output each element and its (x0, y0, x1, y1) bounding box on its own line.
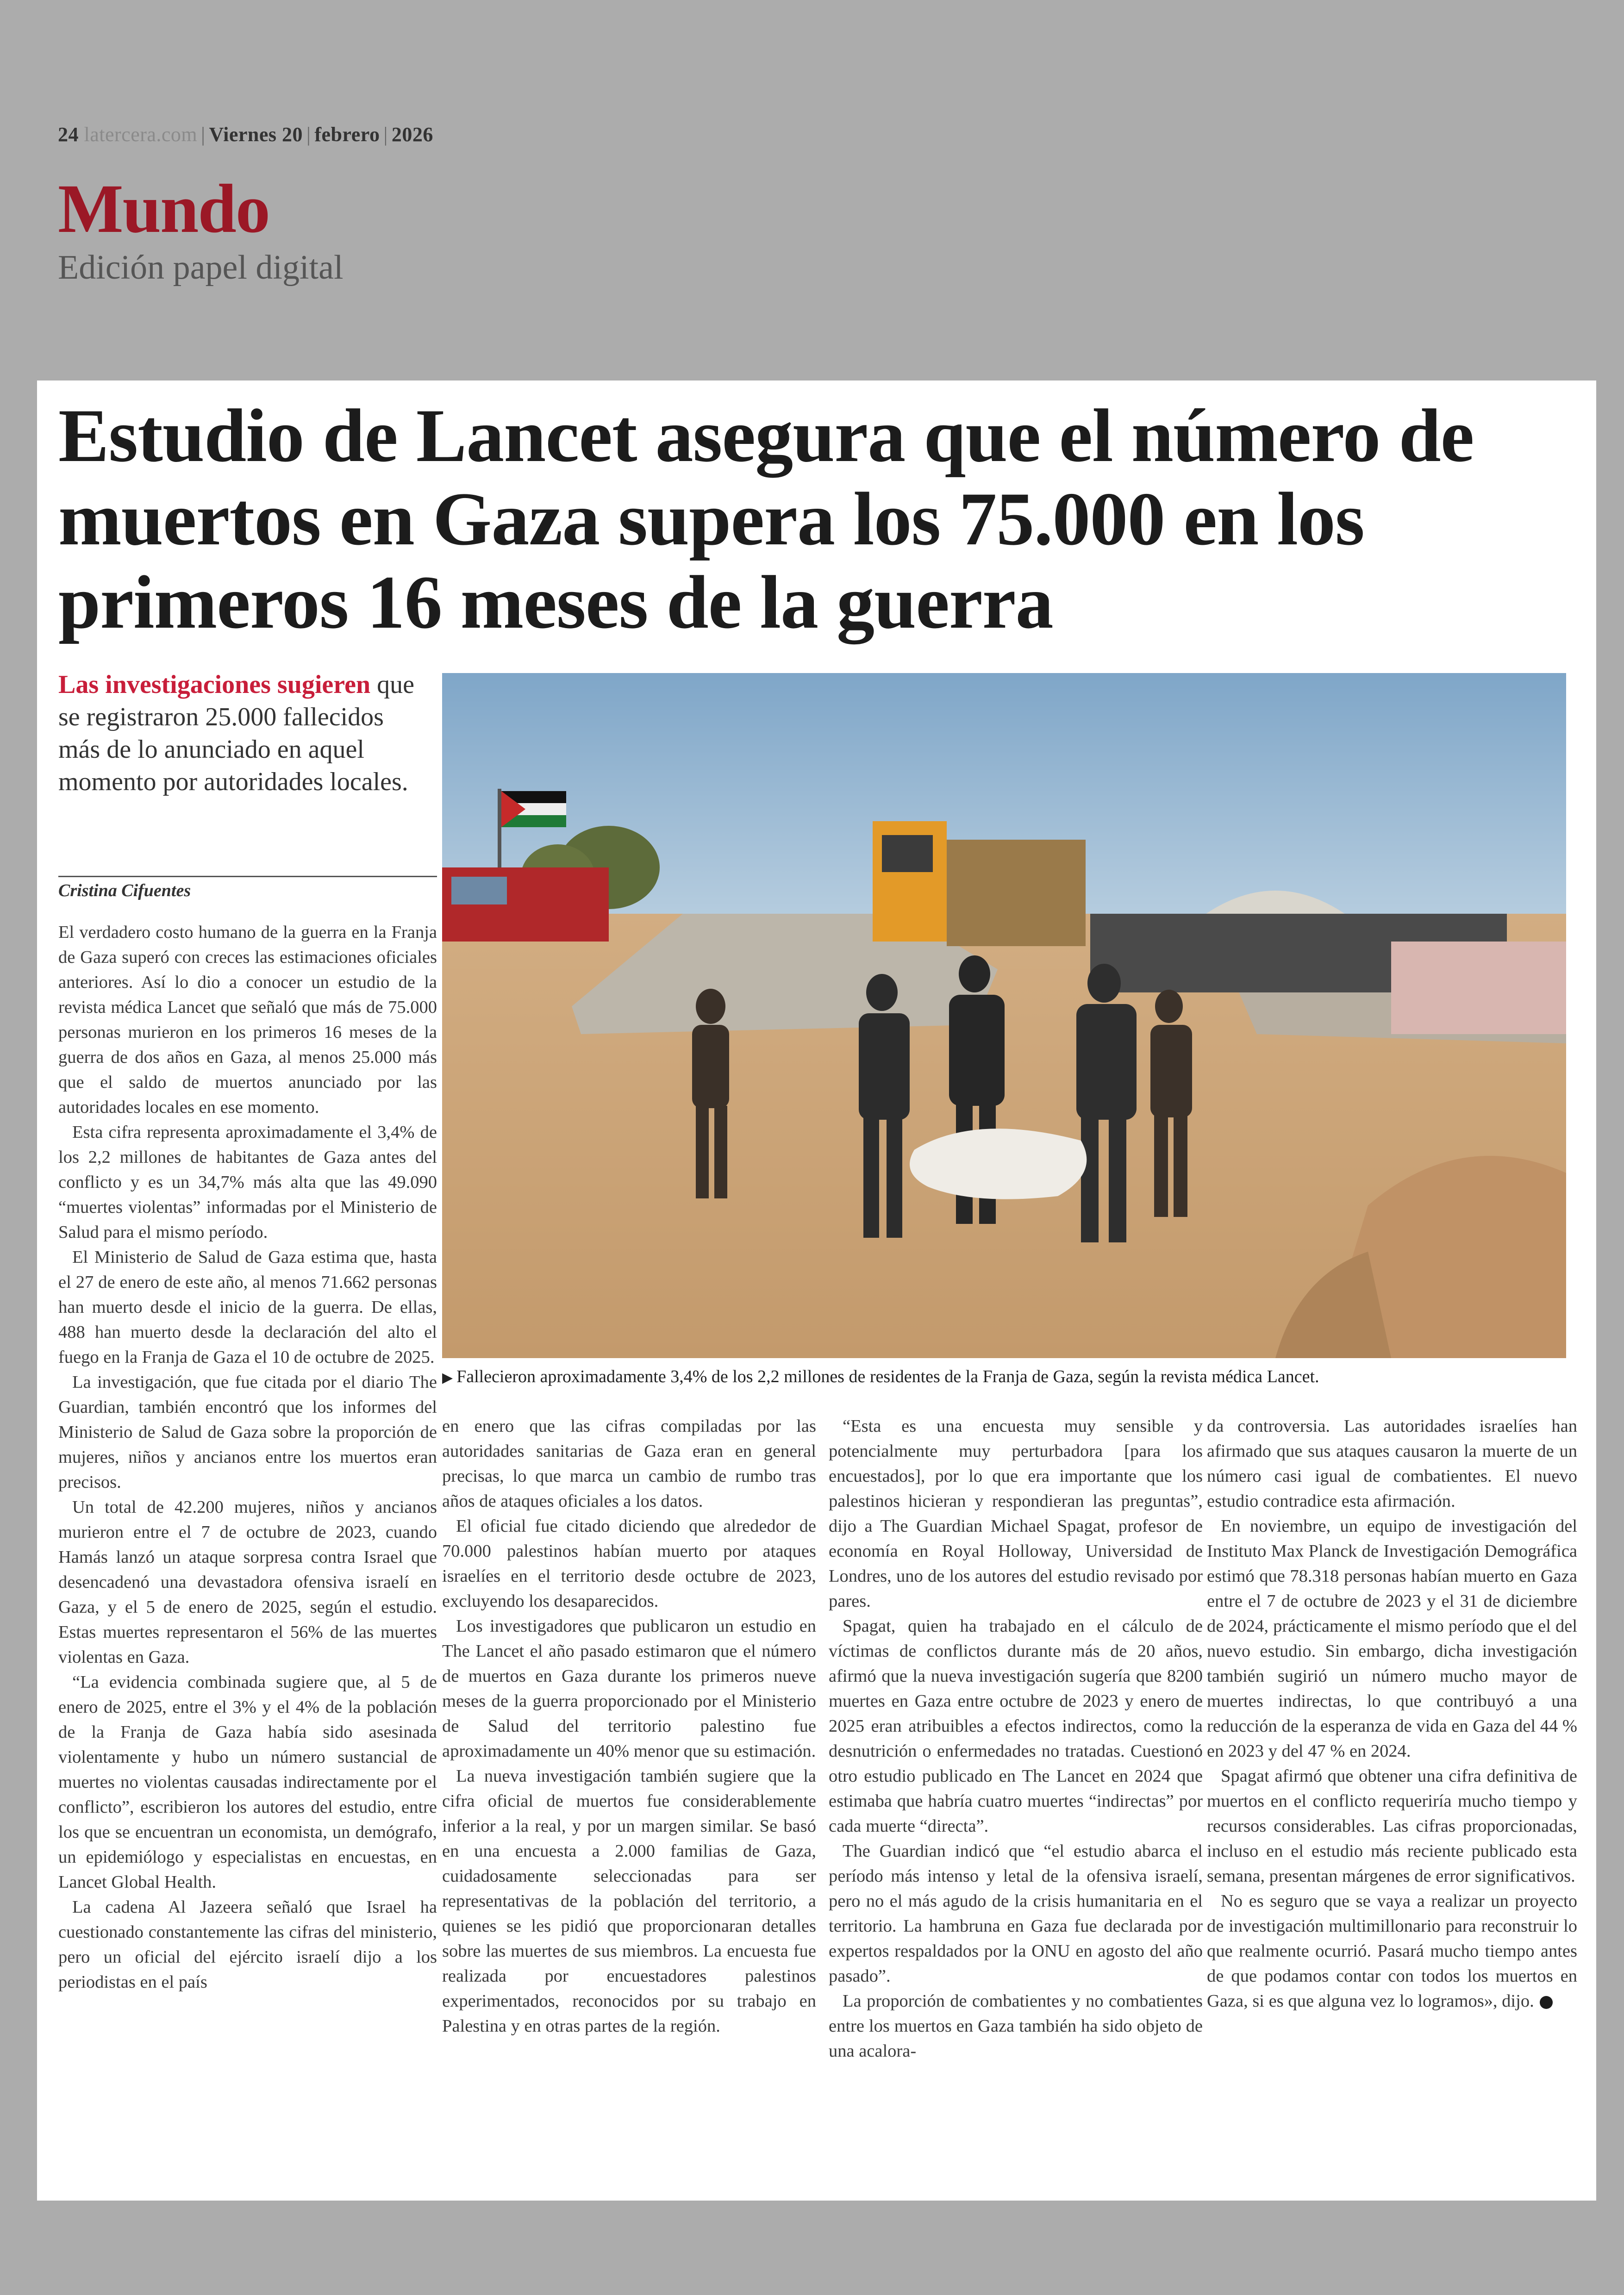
photo-scene-illustration (442, 673, 1566, 1358)
text-column-4 (1207, 1414, 1577, 2014)
byline: Cristina Cifuentes (58, 881, 191, 900)
closing-paragraph-text: No es seguro que se vaya a realizar un proyecto de investigación multimillonario para reconstruir lo que realmente ocurrió. Pasará mucho tiempo antes de que podamos contar con todos los muertos en Gaza, si es que alguna vez lo logramos», dijo. (1207, 1891, 1577, 2011)
news-photo (442, 673, 1566, 1358)
text-column-3 (829, 1414, 1203, 2064)
date-year: 2026 (391, 123, 433, 146)
paragraph (1207, 1889, 1577, 2014)
masthead (58, 123, 799, 287)
text-column-1 (58, 920, 437, 1995)
paragraph: “Esta es una encuesta muy sensible y potencialmente muy perturbadora [para los encuestados], por lo que era importante que los palestinos hicieran y respondieran las preguntas”, dijo a The Guardian Michael Spagat, profesor de economía en Royal Holloway, Universidad de Londres, uno de los autores del estudio revisado por pares. (829, 1416, 1203, 1611)
paragraph: El oficial fue citado diciendo que alrededor de 70.000 palestinos habían muerto por ataques israelíes en el territorio desde octubre de 2023, excluyendo los desaparecidos. (442, 1516, 816, 1611)
paragraph: En noviembre, un equipo de investigación del Instituto Max Planck de Investigación Demográfica estimó que 78.318 personas habían muerto en Gaza entre el 7 de octubre de 2023 y el 31 de diciembre de 2024, prácticamente el mismo período que el del nuevo estudio. Sin embargo, dicha investigación también sugirió un número mucho mayor de muertes indirectas, lo que contribuyó a una reducción de la esperanza de vida en Gaza del 44 % en 2023 y del 47 % en 2024. (1207, 1516, 1577, 1761)
site-name[interactable]: latercera.com (84, 123, 198, 146)
date-day: Viernes 20 (209, 123, 303, 146)
text-column-2 (442, 1414, 816, 2039)
article-lead (58, 668, 426, 798)
paragraph: La investigación, que fue citada por el diario The Guardian, también encontró que los informes del Ministerio de Salud de Gaza sobre la proporción de mujeres, niños y ancianos entre los muertos eran precisos. (58, 1372, 437, 1492)
paragraph: The Guardian indicó que “el estudio abarca el período más intenso y letal de la ofensiva israelí, pero no el más agudo de la crisis humanitaria en el territorio. La hambruna en Gaza fue declarada por expertos respaldados por la ONU en agosto del año pasado”. (829, 1841, 1203, 1986)
lead-highlight: Las investigaciones sugieren (58, 670, 371, 699)
paragraph: El verdadero costo humano de la guerra en la Franja de Gaza superó con creces las estimaciones oficiales anteriores. Así lo dio a conocer un estudio de la revista médica Lancet que señaló que más de 75.000 personas murieron en los primeros 16 meses de la guerra de dos años en Gaza, al menos 25.000 más que el saldo de muertos anunciado por las autoridades locales en ese momento. (58, 923, 437, 1117)
photo-caption (442, 1366, 1581, 1387)
paragraph: Spagat afirmó que obtener una cifra definitiva de muertos en el conflicto requeriría mucho tiempo y recursos considerables. Las cifras proporcionadas, incluso en el estudio más reciente publicado esta semana, presentan márgenes de error significativos. (1207, 1766, 1577, 1886)
page-info-line: 24 latercera.com | Viernes 20 | febrero | 2026 (58, 123, 433, 146)
article-sheet (37, 380, 1596, 2201)
paragraph: da controversia. Las autoridades israelíes han afirmado que sus ataques causaron la muerte de un número casi igual de combatientes. El nuevo estudio contradice esta afirmación. (1207, 1416, 1577, 1511)
paragraph: La cadena Al Jazeera señaló que Israel ha cuestionado constantemente las cifras del ministerio, pero un oficial del ejército israelí dijo a los periodistas en el país (58, 1897, 437, 1992)
paragraph: Spagat, quien ha trabajado en el cálculo de víctimas de conflictos durante más de 20 años, afirmó que la nueva investigación sugería que 8200 muertes en Gaza entre octubre de 2023 y enero de 2025 eran atribuibles a efectos indirectos, como la desnutrición o enfermedades no tratadas. Cuestionó otro estudio publicado en The Lancet en 2024 que estimaba que habría cuatro muertes “indirectas” por cada muerte “directa”. (829, 1616, 1203, 1836)
byline-divider (58, 876, 437, 877)
paragraph: El Ministerio de Salud de Gaza estima que, hasta el 27 de enero de este año, al menos 71.662 personas han muerto desde el inicio de la guerra. De ellas, 488 han muerto desde la declaración del alto el fuego en la Franja de Gaza el 10 de octubre de 2025. (58, 1247, 437, 1367)
caption-arrow-icon: ▶ (442, 1370, 453, 1385)
lead-text: que se registraron 25.000 fallecidos más de lo anunciado en aquel momento por autoridades locales. (58, 670, 414, 796)
paragraph: Los investigadores que publicaron un estudio en The Lancet el año pasado estimaron que el número de muertos en Gaza durante los primeros nueve meses de la guerra proporcionado por el Ministerio de Salud del territorio palestino fue aproximadamente un 40% menor que su estimación. (442, 1616, 816, 1761)
date-month: febrero (314, 123, 380, 146)
paragraph: Un total de 42.200 mujeres, niños y ancianos murieron entre el 7 de octubre de 2023, cuando Hamás lanzó un ataque sorpresa contra Israel que desencadenó una devastadora ofensiva israelí en Gaza, y el 5 de enero de 2025, según el estudio. Estas muertes representaron el 56% de las muertes violentas en Gaza. (58, 1497, 437, 1667)
caption-text: Fallecieron aproximadamente 3,4% de los 2,2 millones de residentes de la Franja de Gaza, según la revista médica Lancet. (456, 1367, 1319, 1386)
edition-label: Edición papel digital (58, 249, 344, 287)
paragraph: en enero que las cifras compiladas por las autoridades sanitarias de Gaza eran en general precisas, lo que marca un cambio de rumbo tras años de ataques oficiales a los datos. (442, 1416, 816, 1511)
section-title: Mundo (58, 170, 269, 247)
paragraph: Esta cifra representa aproximadamente el 3,4% de los 2,2 millones de habitantes de Gaza antes del conflicto y es un 34,7% más alta que las 49.090 “muertes violentas” informadas por el Ministerio de Salud para el mismo período. (58, 1123, 437, 1242)
page-number: 24 (58, 123, 79, 146)
end-mark-icon (1540, 1996, 1553, 2009)
paragraph: La proporción de combatientes y no combatientes entre los muertos en Gaza también ha sido objeto de una acalora- (829, 1991, 1203, 2061)
article-headline: Estudio de Lancet asegura que el número de muertos en Gaza supera los 75.000 en los primeros 16 meses de la guerra (58, 394, 1474, 644)
paragraph: “La evidencia combinada sugiere que, al 5 de enero de 2025, entre el 3% y el 4% de la población de la Franja de Gaza había sido asesinada violentamente y hubo un número sustancial de muertes no violentas causadas indirectamente por el conflicto”, escribieron los autores del estudio, entre los que se encuentran un economista, un demógrafo, un epidemiólogo y especialistas en encuestas, en Lancet Global Health. (58, 1672, 437, 1892)
paragraph: La nueva investigación también sugiere que la cifra oficial de muertos fue considerablemente inferior a la real, y por un margen similar. Se basó en una encuesta a 2.000 familias de Gaza, cuidadosamente seleccionadas para ser representativas de la población del territorio, a quienes se les pidió que proporcionaran detalles sobre las muertes de sus miembros. La encuesta fue realizada por encuestadores palestinos experimentados, reconocidos por su trabajo en Palestina y en otras partes de la región. (442, 1766, 816, 2036)
